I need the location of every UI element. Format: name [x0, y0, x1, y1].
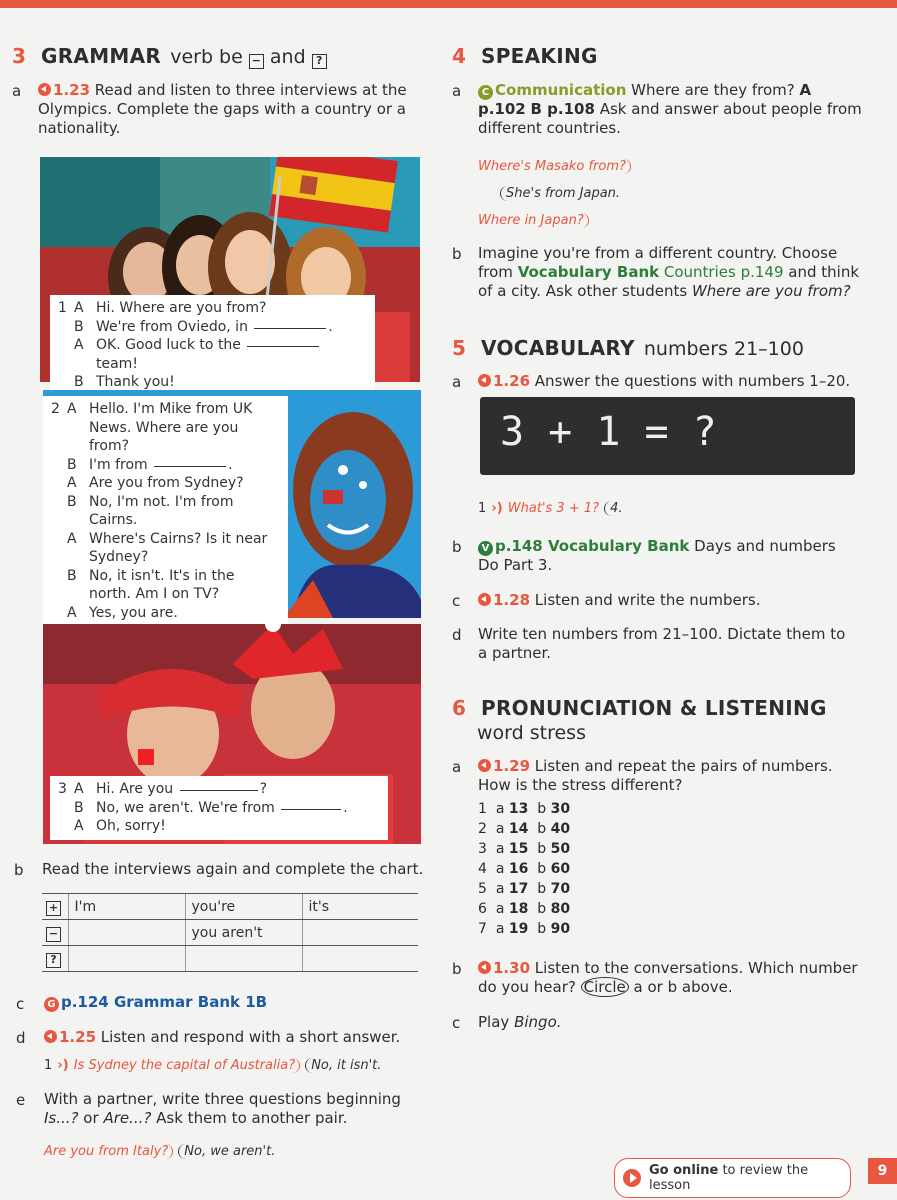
dialog-3 — [50, 776, 388, 840]
speaker-icon — [38, 83, 51, 96]
number-pair: 2 a 14 b 40 — [478, 821, 571, 837]
item-letter: a — [452, 758, 462, 776]
answer-gap[interactable] — [281, 809, 341, 810]
vocabulary-a-instruction: 1.26 Answer the questions with numbers 1–20. — [478, 372, 850, 391]
dialog-line: A Are you from Sydney? — [67, 475, 244, 491]
speaking-a-instruction: C Communication Where are they from? A p.102 B p.108 Ask and answer about people from different countries. — [478, 81, 862, 137]
section-number: 5 — [452, 336, 466, 360]
audio-track[interactable]: 1.30 — [478, 959, 530, 977]
item-letter: a — [452, 82, 462, 100]
chart-cell[interactable] — [68, 946, 185, 972]
item-letter: a — [12, 82, 22, 100]
grammar-d-instruction — [44, 1028, 400, 1047]
item-letter: b — [14, 861, 24, 879]
vocabulary-example: 1 ›) What's 3 + 1? 4. — [478, 501, 623, 516]
vocabulary-bank-link[interactable]: Vocabulary Bank — [517, 263, 660, 281]
item-letter: c — [452, 592, 461, 610]
section-title: GRAMMAR — [41, 44, 162, 68]
chart-row-question — [42, 946, 418, 972]
example-answer: 4. — [604, 501, 622, 516]
chart-cell[interactable] — [302, 920, 418, 946]
example-question: What's 3 + 1? — [507, 501, 600, 516]
section-title: SPEAKING — [481, 44, 598, 68]
question-box-icon: ? — [312, 54, 327, 69]
chart-cell[interactable]: I'm — [68, 894, 185, 920]
number-pair: 4 a 16 b 60 — [478, 861, 571, 877]
item-letter: a — [452, 373, 462, 391]
section-subtitle: word stress — [477, 722, 586, 744]
vocabulary-d-instruction: Write ten numbers from 21–100. Dictate them to a partner. — [478, 625, 846, 662]
chart-cell[interactable]: it's — [302, 894, 418, 920]
item-letter: b — [452, 538, 462, 556]
example-answer: No, we aren't. — [178, 1144, 275, 1159]
chart-cell[interactable] — [185, 946, 302, 972]
item-letter: b — [452, 960, 462, 978]
grammar-heading — [12, 44, 432, 69]
go-online-rest: to review the lesson — [649, 1163, 809, 1193]
number-pair: 5 a 17 b 70 — [478, 881, 571, 897]
item-letter: d — [16, 1029, 26, 1047]
speaker-icon — [44, 1030, 57, 1043]
page-ref[interactable]: A p.102 — [478, 81, 812, 118]
dialog-line: B No, I'm not. I'm from Cairns. — [67, 493, 234, 528]
speaking-example — [478, 155, 631, 228]
subtitle-text: verb be — [170, 46, 243, 68]
instruction-text: Read and listen to three interviews at the Olympics. Complete the gaps with a country or a nationality. — [38, 81, 407, 137]
section-number: 3 — [12, 44, 26, 68]
minus-box-icon: − — [46, 927, 61, 942]
speaker-icon — [478, 593, 491, 606]
grammar-bank-link[interactable] — [44, 993, 267, 1012]
item-letter: d — [452, 626, 462, 644]
communication-icon: C — [478, 85, 493, 100]
communication-label: Communication — [495, 81, 627, 99]
number-pair: 1 a 13 b 30 — [478, 801, 571, 817]
number-pair: 7 a 19 b 90 — [478, 921, 571, 937]
circled-word: Circle — [581, 977, 629, 997]
pronunciation-b-instruction: 1.30 Listen to the conversations. Which number do you hear? Circle a or b above. — [478, 959, 858, 996]
grammar-b-instruction: Read the interviews again and complete the chart. — [42, 860, 424, 878]
speaker-icon — [478, 961, 491, 974]
number-pairs-list — [478, 799, 570, 939]
speaking-b-instruction: Imagine you're from a different country. Choose from Vocabulary Bank Countries p.149 and think of a city. Ask other students Where are you from? — [478, 244, 860, 300]
section-title: VOCABULARY — [481, 336, 635, 360]
be-chart — [42, 893, 418, 972]
pronunciation-a-instruction: 1.29 Listen and repeat the pairs of numbers. How is the stress different? — [478, 757, 833, 794]
dialog-line: A Oh, sorry! — [74, 818, 166, 834]
answer-gap[interactable] — [254, 328, 326, 329]
question-box-icon: ? — [46, 953, 61, 968]
dialog-line: A OK. Good luck to the team! — [58, 336, 367, 373]
audio-track[interactable]: 1.28 — [478, 591, 530, 609]
go-online-label: Go online — [649, 1163, 719, 1178]
audio-track[interactable]: 1.25 — [44, 1028, 96, 1046]
section-number: 4 — [452, 44, 466, 68]
dialog-line: 2 A Hello. I'm Mike from UK News. Where are you from? — [51, 401, 253, 454]
dialog-line: B No, we aren't. We're from . — [74, 799, 348, 816]
instruction-text: Listen and respond with a short answer. — [100, 1028, 401, 1046]
example-question: Where's Masako from? — [478, 159, 631, 174]
chart-row-negative — [42, 920, 418, 946]
audio-track[interactable]: 1.26 — [478, 372, 530, 390]
subtitle-and: and — [269, 46, 306, 68]
grammar-g-icon: G — [44, 997, 59, 1012]
audio-track[interactable]: 1.29 — [478, 757, 530, 775]
dialog-line: A Yes, you are. — [67, 604, 178, 621]
section-subtitle — [170, 46, 327, 68]
go-online-button[interactable] — [614, 1158, 851, 1198]
example-question: Where in Japan? — [478, 213, 589, 228]
item-letter: e — [16, 1091, 26, 1109]
dialog-line: B No, it isn't. It's in the north. Am I on TV? — [67, 567, 235, 602]
answer-gap[interactable] — [154, 466, 226, 467]
vocabulary-bank-link[interactable]: p.148 Vocabulary Bank — [495, 537, 690, 555]
section-number: 6 — [452, 696, 466, 720]
top-accent-bar — [0, 0, 897, 8]
section-title: PRONUNCIATION & LISTENING — [481, 696, 827, 720]
example-question: Are you from Italy? — [44, 1144, 173, 1159]
grammar-e-instruction: With a partner, write three questions beginning Is...? or Are...? Ask them to another pair. — [44, 1090, 401, 1127]
pronunciation-heading — [452, 696, 852, 744]
vocabulary-b-instruction: V p.148 Vocabulary Bank Days and numbers Do Part 3. — [478, 537, 836, 574]
item-letter: c — [16, 995, 25, 1013]
page-ref[interactable]: B p.108 — [530, 100, 595, 118]
section-subtitle: numbers 21–100 — [643, 338, 804, 360]
vocabulary-heading — [452, 336, 804, 360]
chalkboard: 3 + 1 = ? — [480, 397, 855, 475]
chart-cell[interactable]: you're — [185, 894, 302, 920]
dialog-line: B We're from Oviedo, in . — [74, 318, 333, 335]
item-letter: b — [452, 245, 462, 263]
vocabulary-v-icon: V — [478, 541, 493, 556]
speaker-icon — [478, 374, 491, 387]
page-number: 9 — [868, 1158, 897, 1184]
audio-track[interactable]: 1.23 — [38, 81, 90, 99]
grammar-e-example — [44, 1140, 275, 1159]
grammar-a-instruction — [38, 81, 428, 138]
dialog-line: B Thank you! — [74, 374, 175, 390]
number-pair: 6 a 18 b 80 — [478, 901, 571, 917]
dialog-2 — [43, 396, 288, 645]
example-question: Is Sydney the capital of Australia? — [74, 1058, 300, 1073]
vocabulary-c-instruction: 1.28 Listen and write the numbers. — [478, 591, 761, 610]
chart-cell[interactable] — [68, 920, 185, 946]
speaker-icon — [478, 759, 491, 772]
chart-row-positive — [42, 894, 418, 920]
minus-box-icon: − — [249, 54, 264, 69]
speaking-heading — [452, 44, 598, 68]
play-icon — [623, 1169, 641, 1187]
item-letter: c — [452, 1014, 461, 1032]
grammar-bank-text: p.124 Grammar Bank 1B — [61, 993, 268, 1011]
dialog-1 — [50, 295, 375, 396]
example-answer: No, it isn't. — [305, 1058, 381, 1073]
plus-box-icon: + — [46, 901, 61, 916]
dialog-line: B I'm from . — [67, 456, 233, 473]
grammar-d-example: 1 ›) Is Sydney the capital of Australia? No, it isn't. — [44, 1058, 382, 1073]
pronunciation-c-instruction: Play Bingo. — [478, 1013, 562, 1031]
dialog-line: A Where's Cairns? Is it near Sydney? — [67, 530, 268, 565]
example-answer: She's from Japan. — [500, 186, 620, 201]
chart-cell[interactable] — [302, 946, 418, 972]
chart-cell[interactable]: you aren't — [185, 920, 302, 946]
answer-gap[interactable] — [180, 790, 258, 791]
dialog-line: 1 A Hi. Where are you from? — [58, 300, 267, 316]
answer-gap[interactable] — [247, 346, 319, 347]
dialog-line: 3 A Hi. Are you ? — [58, 781, 268, 797]
number-pair: 3 a 15 b 50 — [478, 841, 571, 857]
